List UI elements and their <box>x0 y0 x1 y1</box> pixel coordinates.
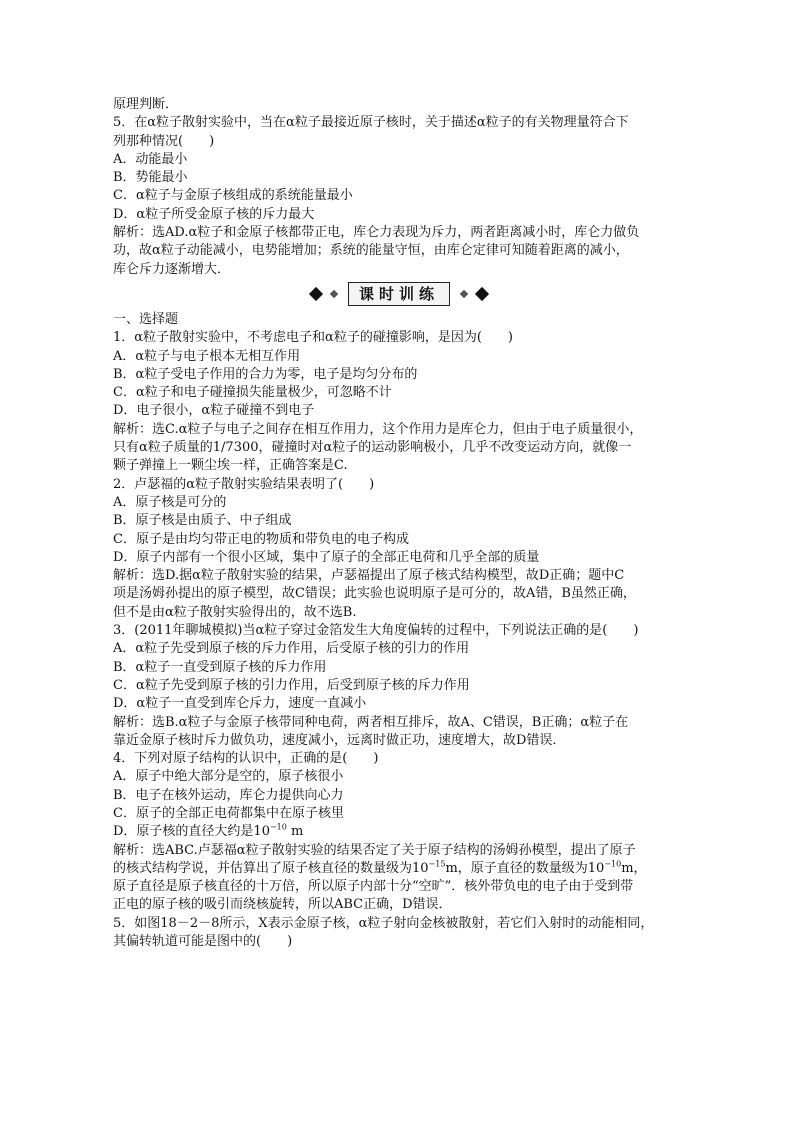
unit-text: m <box>286 824 304 840</box>
question-line: 3．(2011年聊城模拟)当α粒子穿过金箔发生大角度偏转的过程中，下列说法正确的是( ) <box>113 623 639 639</box>
analysis-line: 靠近金原子核时斥力做负功，速度减小，远离时做正功，速度增大，故D错误． <box>113 732 566 748</box>
analysis-text: m， <box>621 860 647 876</box>
question-line: 5．如图18－2－8所示，X表示金原子核，α粒子射向金核被散射，若它们入射时的动能相同， <box>113 915 654 931</box>
analysis-line: 解析：选C.α粒子与电子之间存在相互作用力，这个作用力是库仑力，但由于电子质量很小， <box>113 421 643 437</box>
option-line: D．原子内部有一个很小区域，集中了原子的全部正电荷和几乎全部的质量 <box>113 549 540 565</box>
analysis-line: 颗子弹撞上一颗尘埃一样，正确答案是C. <box>113 458 348 474</box>
diamond-icon <box>309 287 323 301</box>
diamond-icon <box>475 287 489 301</box>
question-line: 1．α粒子散射实验中，不考虑电子和α粒子的碰撞影响，是因为( ) <box>113 330 513 346</box>
analysis-line: 库仑斥力逐渐增大． <box>113 261 231 277</box>
document-page <box>113 96 685 951</box>
question-line: 5．在α粒子散射实验中，当在α粒子最接近原子核时，关于描述α粒子的有关物理量符合下 <box>113 115 629 131</box>
diamond-icon <box>460 290 468 298</box>
option-line: B．α粒子一直受到原子核的斥力作用 <box>113 659 327 675</box>
analysis-line: 解析：选D.据α粒子散射实验的结果，卢瑟福提出了原子核式结构模型，故D正确；题中C <box>113 568 625 584</box>
section-heading: 一、选择题 <box>113 311 179 327</box>
analysis-line: 正电的原子核的吸引而绕核旋转，所以ABC正确，D错误． <box>113 897 452 913</box>
analysis-text: m，原子直径的数量级为10 <box>445 860 605 876</box>
exponent: −15 <box>428 859 446 869</box>
section-banner <box>113 281 685 307</box>
exponent: −10 <box>269 822 287 832</box>
option-line: C．原子是由均匀带正电的物质和带负电的电子构成 <box>113 531 409 547</box>
option-line: C．α粒子与金原子核组成的系统能量最小 <box>113 188 353 204</box>
analysis-line: 但不是由α粒子散射实验得出的，故不选B. <box>113 604 357 620</box>
option-line: A．α粒子与电子根本无相互作用 <box>113 348 301 364</box>
banner-title: 课时训练 <box>348 282 450 306</box>
diamond-icon <box>330 290 338 298</box>
option-line: D．α粒子一直受到库仑斥力，速度一直减小 <box>113 696 367 712</box>
question-line: 2．卢瑟福的α粒子散射实验结果表明了( ) <box>113 476 375 492</box>
analysis-line: 解析：选AD.α粒子和金原子核都带正电，库仑力表现为斥力，两者距离减小时，库仑力做负 <box>113 225 640 241</box>
option-text: D．原子核的直径大约是10 <box>113 824 270 840</box>
option-line: B．α粒子受电子作用的合力为零，电子是均匀分布的 <box>113 366 418 382</box>
option-line: D．电子很小，α粒子碰撞不到电子 <box>113 403 315 419</box>
option-line: D．α粒子所受金原子核的斥力最大 <box>113 206 315 222</box>
option-line: B．原子核是由质子、中子组成 <box>113 513 292 529</box>
question-line: 4．下列对原子结构的认识中，正确的是( ) <box>113 751 379 767</box>
option-line: B．电子在核外运动，库仑力提供向心力 <box>113 787 344 803</box>
option-line: A．原子核是可分的 <box>113 494 227 510</box>
text-line: 其偏转轨道可能是图中的( ) <box>113 934 293 950</box>
option-line <box>113 823 685 841</box>
exponent: −10 <box>604 859 622 869</box>
text-line: 列那种情况( ) <box>113 133 215 149</box>
option-line: C．α粒子先受到原子核的引力作用，后受到原子核的斥力作用 <box>113 677 470 693</box>
analysis-line: 原子直径是原子核直径的十万倍，所以原子内部十分“空旷”．核外带负电的电子由于受到带 <box>113 879 634 895</box>
option-line: A．原子中绝大部分是空的，原子核很小 <box>113 769 344 785</box>
analysis-line: 解析：选B.α粒子与金原子核带同种电荷，两者相互排斥，故A、C错误，B正确；α粒子在 <box>113 714 629 730</box>
option-line: C．α粒子和电子碰撞损失能量极少，可忽略不计 <box>113 385 392 401</box>
analysis-text: 的核式结构学说，并估算出了原子核直径的数量级为10 <box>113 860 429 876</box>
analysis-line: 解析：选ABC.卢瑟福α粒子散射实验的结果否定了关于原子结构的汤姆孙模型，提出了原子 <box>113 842 636 858</box>
option-line: B．势能最小 <box>113 170 188 186</box>
option-line: A．α粒子先受到原子核的斥力作用，后受原子核的引力的作用 <box>113 641 470 657</box>
analysis-line: 项是汤姆孙提出的原子模型，故C错误；此实验也说明原子是可分的，故A错，B虽然正确， <box>113 586 636 602</box>
option-line: A．动能最小 <box>113 151 188 167</box>
analysis-line: 功，故α粒子动能减小，电势能增加；系统的能量守恒，由库仑定律可知随着距离的减小， <box>113 243 629 259</box>
analysis-line: 只有α粒子质量的1/7300，碰撞时对α粒子的运动影响极小，几乎不改变运动方向，就像一 <box>113 440 632 456</box>
analysis-line <box>113 860 685 878</box>
option-line: C．原子的全部正电荷都集中在原子核里 <box>113 805 344 821</box>
text-line: 原理判断． <box>113 97 179 112</box>
